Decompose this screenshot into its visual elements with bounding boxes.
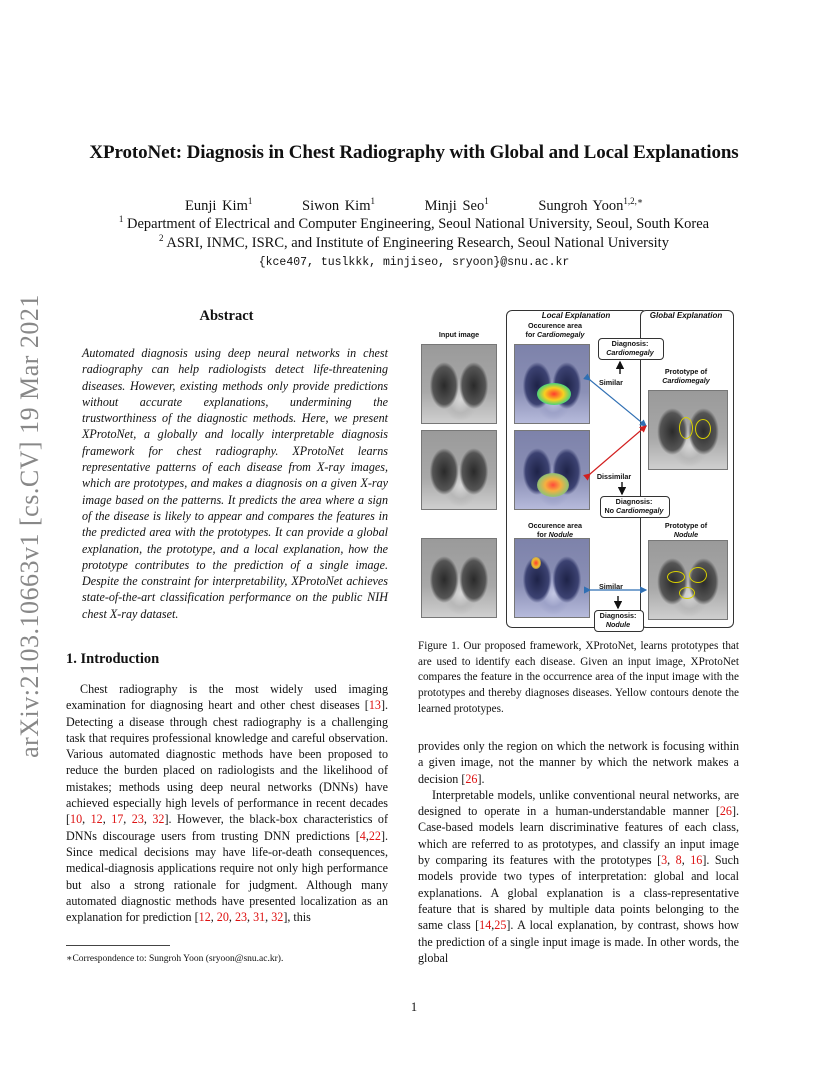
right-column-body xyxy=(418,738,739,966)
citation-link[interactable]: 16 xyxy=(690,853,703,868)
citation-link[interactable]: 13 xyxy=(368,698,381,713)
figure-caption: Figure 1. Our proposed framework, XProtoNet, learns prototypes that are used to identify each disease. Given an input image, XProtoNet compares the feature in the occurrence area of the input image with the prototypes and thereby diagnoses diseases. Yellow contours denote the learned prototypes. xyxy=(418,640,739,715)
diagnosis-nodule-label: Diagnosis: Nodule xyxy=(599,611,637,629)
author: Eunji Kim$^1$ xyxy=(185,196,253,214)
citation-link[interactable]: 14 xyxy=(479,918,492,933)
similar-label-2: Similar xyxy=(599,582,623,591)
paper-title: XProtoNet: Diagnosis in Chest Radiography with Global and Local Explanations xyxy=(89,142,739,163)
affiliation-2: $^2$ ASRI, INMC, ISRC, and Institute of Engineering Research, Seoul National University xyxy=(159,233,669,251)
occurrence-label-cardio: Occurence area for Cardiomegaly xyxy=(525,321,585,339)
diagnosis-no-cardio-label: Diagnosis: No Cardiomegaly xyxy=(604,497,664,515)
citation-link[interactable]: 10 xyxy=(70,812,83,827)
arxiv-id: arXiv:2103.10663v1 [cs.CV] 19 Mar 2021 xyxy=(15,294,44,758)
input-image-label: Input image xyxy=(438,330,480,339)
author-list xyxy=(0,196,828,215)
citation-link[interactable]: 12 xyxy=(90,812,103,827)
author-emails: {kce407, tuslkkk, minjiseo, sryoon}@snu.ac.kr xyxy=(258,256,570,269)
affiliation-1: $^1$ Department of Electrical and Computer Engineering, Seoul National University, Seoul, South Korea xyxy=(118,214,710,232)
dissimilar-label: Dissimilar xyxy=(596,472,632,481)
figure-1 xyxy=(418,306,740,632)
citation-link[interactable]: 23 xyxy=(131,812,144,827)
prototype-label-nodule: Prototype of Nodule xyxy=(664,521,708,539)
author: Minji Seo$^1$ xyxy=(424,196,489,214)
similar-label-1: Similar xyxy=(599,378,623,387)
dissimilar-arrow xyxy=(590,426,646,474)
citation-link[interactable]: 32 xyxy=(271,910,284,925)
abstract-heading: Abstract xyxy=(199,308,254,324)
citation-link[interactable]: 12 xyxy=(198,910,211,925)
occurrence-label-nodule: Occurence area for Nodule xyxy=(528,521,582,539)
citation-link[interactable]: 26 xyxy=(465,771,478,786)
citation-link[interactable]: 8 xyxy=(675,853,682,868)
right-paragraph-1: provides only the region on which the network is focusing within a given image, not the manner by which the network makes a decision [26]. xyxy=(418,739,739,786)
figure-arrows xyxy=(418,306,740,632)
citation-link[interactable]: 25 xyxy=(494,918,507,933)
citation-link[interactable]: 32 xyxy=(152,812,165,827)
citation-link[interactable]: 4 xyxy=(359,828,366,843)
citation-link[interactable]: 23 xyxy=(234,910,248,925)
citation-link[interactable]: 22 xyxy=(368,828,381,843)
intro-body xyxy=(66,681,388,925)
author: Siwon Kim$^1$ xyxy=(302,196,375,214)
footnote: ∗Correspondence to: Sungroh Yoon (sryoon@snu.ac.kr). xyxy=(66,954,284,964)
local-explanation-title: Local Explanation xyxy=(541,311,611,320)
citation-link[interactable]: 31 xyxy=(253,910,266,925)
diagnosis-cardio-label: Diagnosis: Cardiomegaly xyxy=(606,339,654,357)
intro-heading: 1. Introduction xyxy=(66,651,160,667)
citation-link[interactable]: 26 xyxy=(719,804,732,819)
page-number: 1 xyxy=(410,1000,418,1014)
citation-link[interactable]: 17 xyxy=(111,812,124,827)
right-paragraph-2: Interpretable models, unlike conventional neural networks, are designed to operate in a human-understandable manner [26]. Case-based models learn discriminative features of each class, which are referred to as prototypes, and classify an input image by comparing its features with the prototypes [3, 8, 16]. Such models provide two types of interpretation: global and local explanations. A global explanation is a class-representative feature that is shared by multiple data points belonging to the same class [14,25]. A local explanation, by contrast, shows how the prediction of a single input image is made. In other words, the global xyxy=(418,787,740,965)
global-explanation-title: Global Explanation xyxy=(649,311,723,320)
abstract-body: Automated diagnosis using deep neural networks in chest radiography can help radiologists detect life-threatening diseases. However, existing methods only provide predictions without accurate explanations, undermining the trustworthiness of the diagnostic methods. Here, we present XProtoNet, a globally and locally interpretable diagnosis framework for chest radiography. XProtoNet learns representative patterns of each disease from X-ray images, which are prototypes, and makes a diagnosis on a given X-ray image based on the patterns. It predicts the area where a sign of the disease is likely to appear and compares the features in the predicted area with the prototypes. It can provide a global explanation, the prototype, and a local explanation, how the prototype contributes to the prediction of a single image. Despite the constraint for interpretability, XProtoNet achieves state-of-the-art classification performance on the public NIH chest X-ray dataset. xyxy=(82,346,388,621)
similar-arrow-cardio xyxy=(590,380,646,426)
intro-paragraph: Chest radiography is the most widely used imaging examination for diagnosing heart and other chest diseases [13]. Detecting a disease through chest radiography is a challenging task that requires professional knowledge and careful observation. Various automated diagnostic methods have been proposed to reduce the burden placed on radiologists and the likelihood of mistakes; methods using deep neural networks (DNNs) have achieved especially high levels of performance in recent decades [10, 12, 17, 23, 32]. However, the black-box characteristics of DNNs discourage users from trusting DNN predictions [4,22]. Since medical decisions may have life-or-death consequences, medical-diagnosis applications require not only high performance but also a strong rationale for judgment. Although many automated diagnostic methods have presented localization as an explanation for prediction [12, 20, 23, 31, 32], this xyxy=(66,682,389,925)
footnote-divider xyxy=(66,945,170,946)
citation-link[interactable]: 20 xyxy=(216,910,229,925)
prototype-label-cardio: Prototype of Cardiomegaly xyxy=(662,367,710,385)
citation-link[interactable]: 3 xyxy=(661,853,668,868)
author: Sungroh Yoon$^{1,2,∗}$ xyxy=(538,196,643,214)
arxiv-sidebar xyxy=(10,286,50,766)
